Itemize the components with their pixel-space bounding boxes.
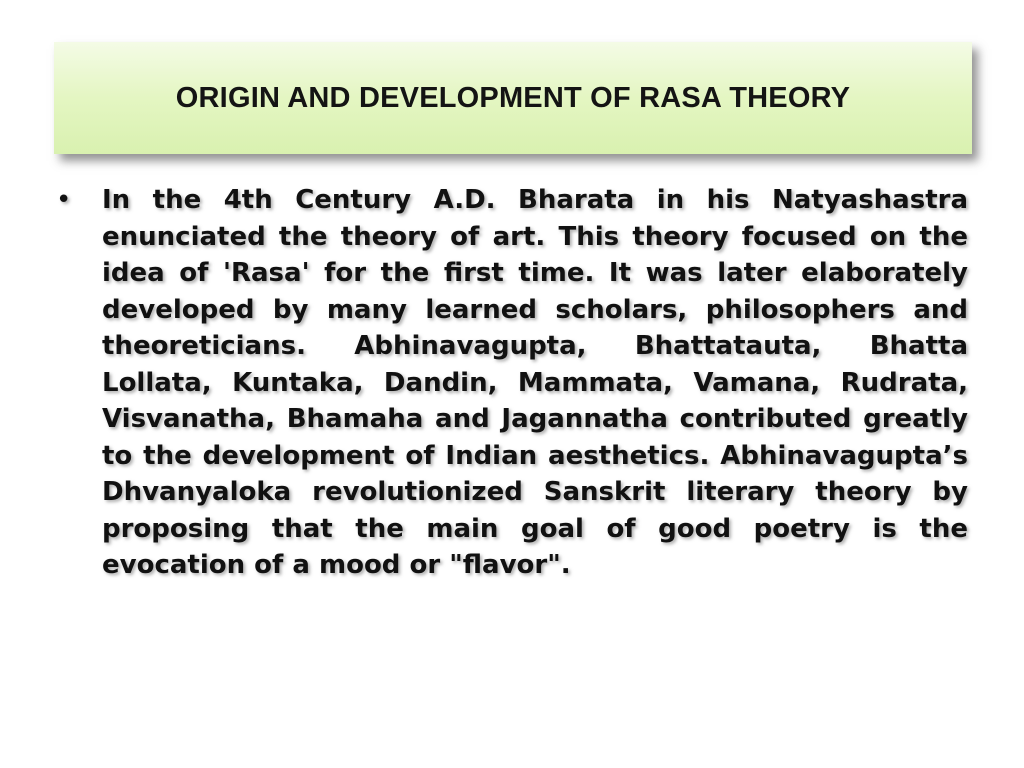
bullet-text: In the 4th Century A.D. Bharata in his Natyashastra enunciated the theory of art. This theory focused on the idea of 'Rasa' for the first time. It was later elaborately developed by many learned scholars, philosophers and theoreticians. Abhinavagupta, Bhattatauta, Bhatta Lollata, Kuntaka, Dandin, Mammata, Vamana, Rudrata, Visvanatha, Bhamaha and Jagannatha contributed greatly to the development of Indian aesthetics. Abhinavagupta’s Dhvanyaloka revolutionized Sanskrit literary theory by proposing that the main goal of good poetry is the evocation of a mood or "flavor".	[102, 185, 968, 580]
slide-body	[56, 182, 968, 584]
slide-title: ORIGIN AND DEVELOPMENT OF RASA THEORY	[175, 81, 851, 114]
bullet-item	[56, 182, 968, 584]
bullet-marker: •	[56, 185, 72, 215]
title-box	[54, 42, 972, 154]
